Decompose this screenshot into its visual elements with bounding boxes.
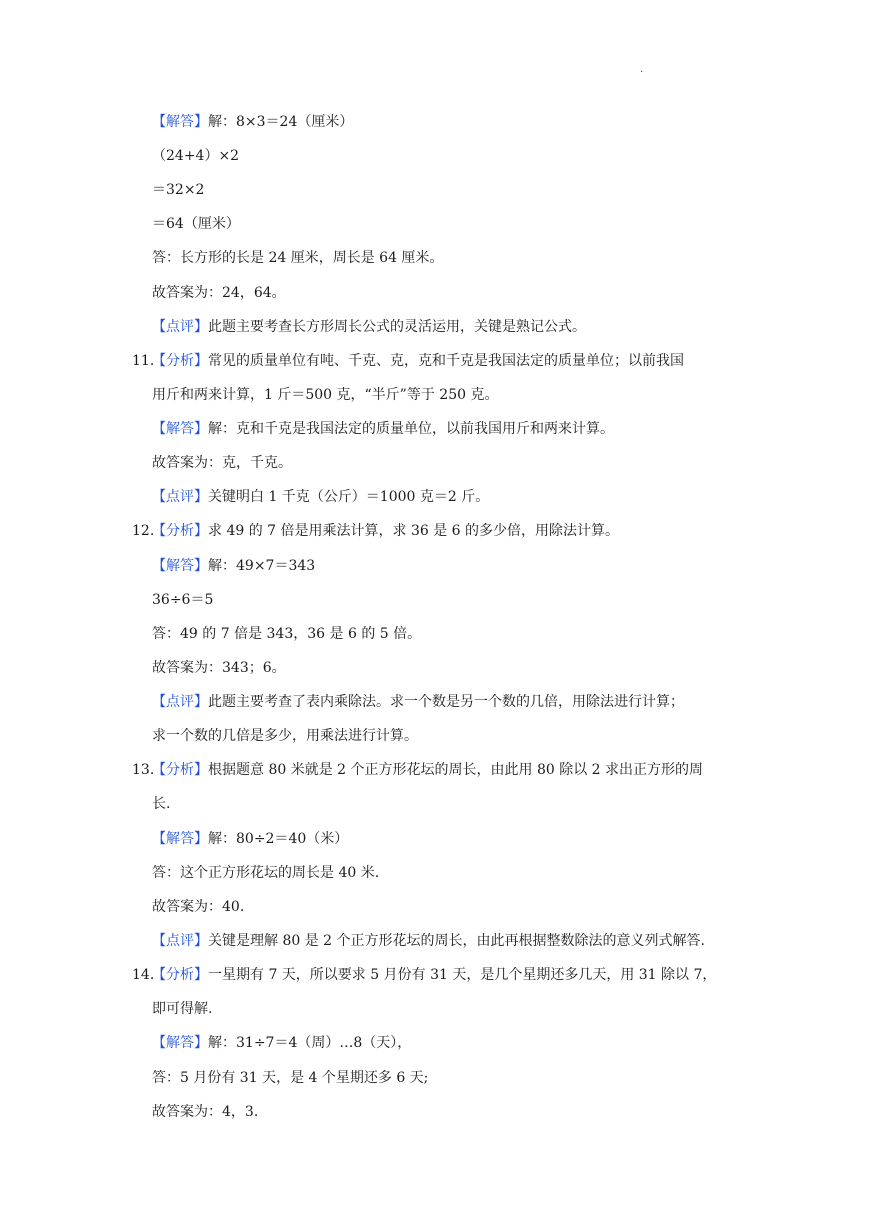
q10-comment-text: 此题主要考查长方形周长公式的灵活运用，关键是熟记公式。 <box>208 319 586 335</box>
q13-reply: 答：这个正方形花坛的周长是 40 米. <box>152 865 380 881</box>
comment-tag: 【点评】 <box>152 319 208 335</box>
analysis-tag: 【分析】 <box>152 353 208 369</box>
q13-answer-line <box>152 829 752 849</box>
q10-step3: ＝64（厘米） <box>152 216 240 232</box>
q13-comment-text: 关键是理解 80 是 2 个正方形花坛的周长，由此再根据整数除法的意义列式解答. <box>208 933 705 949</box>
q12-comment-line <box>152 692 752 712</box>
q12-answer-line <box>152 556 752 576</box>
q12-comment-text2: 求一个数的几倍是多少，用乘法进行计算。 <box>152 728 418 744</box>
analysis-tag: 【分析】 <box>152 967 208 983</box>
q12-reply: 答：49 的 7 倍是 343，36 是 6 的 5 倍。 <box>152 626 422 642</box>
q11-answer-line <box>152 419 752 439</box>
q13-analysis-text: 根据题意 80 米就是 2 个正方形花坛的周长，由此用 80 除以 2 求出正方形的周 <box>208 762 704 778</box>
q14-analysis-line <box>132 965 752 985</box>
q14-final: 故答案为：4，3. <box>152 1104 259 1120</box>
answer-tag: 【解答】 <box>152 558 208 574</box>
q11-analysis-text: 常见的质量单位有吨、千克、克，克和千克是我国法定的质量单位；以前我国 <box>208 353 684 369</box>
q13-analysis-text2: 长. <box>152 796 171 812</box>
q13-comment-line <box>152 931 752 951</box>
q12-answer-text: 解：49×7＝343 <box>208 558 316 574</box>
answer-tag: 【解答】 <box>152 421 208 437</box>
q11-analysis-line <box>132 351 752 371</box>
q11-final: 故答案为：克，千克。 <box>152 455 292 471</box>
q11-comment-text: 关键明白 1 千克（公斤）＝1000 克＝2 斤。 <box>208 489 490 505</box>
analysis-tag: 【分析】 <box>152 523 208 539</box>
q10-reply: 答：长方形的长是 24 厘米，周长是 64 厘米。 <box>152 250 444 266</box>
q13-number: 13. <box>132 762 155 778</box>
comment-tag: 【点评】 <box>152 933 208 949</box>
comment-tag: 【点评】 <box>152 489 208 505</box>
q10-answer-line <box>152 112 752 132</box>
q14-analysis-text: 一星期有 7 天，所以要求 5 月份有 31 天，是几个星期还多几天，用 31 除以 7， <box>208 967 717 983</box>
q11-answer-text: 解：克和千克是我国法定的质量单位，以前我国用斤和两来计算。 <box>208 421 614 437</box>
q13-analysis-line <box>132 760 752 780</box>
header-dot: . <box>640 64 644 75</box>
comment-tag: 【点评】 <box>152 694 208 710</box>
q10-answer-text: 解：8×3＝24（厘米） <box>208 114 354 130</box>
q12-number: 12. <box>132 523 155 539</box>
q13-final: 故答案为：40. <box>152 899 245 915</box>
q11-analysis-text2: 用斤和两来计算，1 斤＝500 克，“半斤”等于 250 克。 <box>152 387 499 403</box>
q12-analysis-text: 求 49 的 7 倍是用乘法计算，求 36 是 6 的多少倍，用除法计算。 <box>208 523 620 539</box>
answer-tag: 【解答】 <box>152 831 208 847</box>
q10-step1: （24+4）×2 <box>152 148 240 164</box>
q10-final: 故答案为：24，64。 <box>152 285 286 301</box>
q11-comment-line <box>152 487 752 507</box>
q14-reply: 答：5 月份有 31 天，是 4 个星期还多 6 天; <box>152 1070 429 1086</box>
q11-number: 11. <box>132 353 155 369</box>
q14-analysis-text2: 即可得解. <box>152 1001 213 1017</box>
q13-answer-text: 解：80÷2＝40（米） <box>208 831 349 847</box>
answer-tag: 【解答】 <box>152 114 208 130</box>
answer-tag: 【解答】 <box>152 1035 208 1051</box>
q10-step2: ＝32×2 <box>152 182 205 198</box>
q10-comment-line <box>152 317 752 337</box>
q12-step1: 36÷6＝5 <box>152 592 214 608</box>
q14-number: 14. <box>132 967 155 983</box>
analysis-tag: 【分析】 <box>152 762 208 778</box>
q12-comment-text: 此题主要考查了表内乘除法。求一个数是另一个数的几倍，用除法进行计算； <box>208 694 684 710</box>
q14-answer-text: 解：31÷7＝4（周）…8（天）， <box>208 1035 412 1051</box>
q14-answer-line <box>152 1033 752 1053</box>
q12-analysis-line <box>132 521 752 541</box>
q12-final: 故答案为：343；6。 <box>152 660 286 676</box>
